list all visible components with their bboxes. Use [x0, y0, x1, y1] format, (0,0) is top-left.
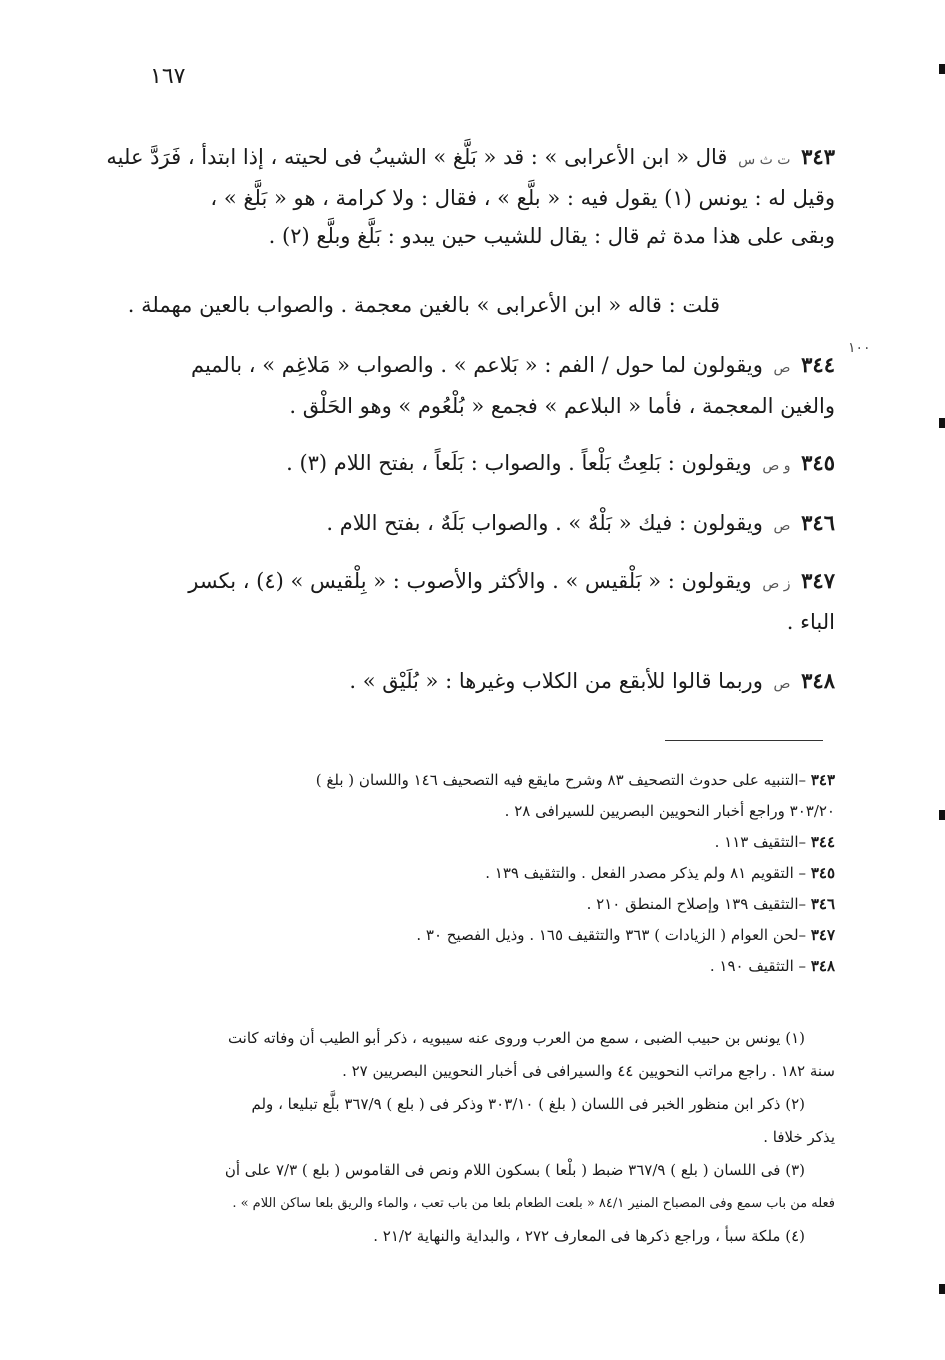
- source-note: [130, 827, 835, 858]
- footnote-line: يذكر خلافا .: [763, 1128, 835, 1146]
- entry-line: [130, 662, 835, 703]
- note-text: –التنبيه على حدوث التصحيف ٨٣ وشرح مايقع فيه التصحيف ١٤٦ واللسان ( بلغ ): [315, 771, 807, 789]
- scan-edge-mark: [939, 64, 945, 74]
- entry-number: ٣٤٥: [801, 450, 835, 475]
- entry-text: ويقولون : فيك « بَلْهٌ » . والصواب بَلَهٌ ، بفتح اللام .: [326, 511, 763, 535]
- entry-number: ٣٤٦: [801, 510, 835, 535]
- entry-text: قال « ابن الأعرابى » : قد « بَلَّغ » الشيبُ فى لحيته ، إذا ابتدأ ، فَرَدَّ عليه: [106, 145, 728, 169]
- footnote-line: (٣) فى اللسان ( بلع ) ٣٦٧/٩ ضبط ( بلْعا ) بسكون اللام ونص فى القاموس ( بلع ) ٧/٣ على أن: [224, 1161, 805, 1179]
- note-text: –لحن العوام ( الزيادات ) ٣٦٣ والتثقيف ١٦٥ . وذيل الفصيح ٣٠ .: [416, 926, 807, 944]
- note-number: ٣٤٨: [810, 957, 835, 975]
- entry-346: [130, 504, 835, 545]
- source-tag: ص: [773, 676, 791, 692]
- entry-line: [130, 562, 835, 603]
- source-note: [130, 889, 835, 920]
- entry-line: [130, 504, 835, 545]
- entry-number: ٣٤٧: [801, 568, 835, 593]
- footnote-line: فعله من باب سمع وفى المصباح المنير ٨٤/١ « بلعت الطعام بلعا من باب تعب ، والماء والريق بلعا ساكن اللام » .: [232, 1196, 835, 1211]
- entry-line: [130, 346, 835, 387]
- scan-edge-mark: [939, 1284, 945, 1294]
- entry-line: [130, 444, 835, 485]
- note-number: ٣٤٧: [810, 926, 835, 944]
- source-tag: ز ص: [762, 576, 791, 592]
- entry-line: قلت : قاله « ابن الأعرابى » بالغين معجمة . والصواب بالعين مهملة .: [127, 293, 720, 317]
- entry-text: ويقولون : بَلعِتُ بَلْعاً . والصواب : بَلَعاً ، بفتح اللام (٣) .: [286, 451, 752, 475]
- margin-note: ١٠٠: [848, 340, 871, 356]
- entry-line: وقيل له : يونس (١) يقول فيه : « بلَّع » ، فقال : ولا كرامة ، هو « بَلَّغ » ،: [210, 186, 835, 210]
- note-text: –التثقيف ١٣٩ وإصلاح المنطق ٢١٠ .: [586, 895, 807, 913]
- source-note: [130, 920, 835, 951]
- entry-text: ويقولون : « بَلْقيس » . والأكثر والأصوب : « بِلْقيس » (٤) ، بكسر: [188, 569, 752, 593]
- entry-number: ٣٤٨: [801, 668, 835, 693]
- note-number: ٣٤٥: [810, 864, 835, 882]
- note-number: ٣٤٤: [810, 833, 835, 851]
- entry-348: [130, 662, 835, 703]
- source-tag: و ص: [762, 458, 791, 474]
- entry-text: وربما قالوا للأبقع من الكلاب وغيرها : « بُلَيْق » .: [349, 669, 763, 693]
- note-text: –التثقيف ١١٣ .: [714, 833, 807, 851]
- entry-line: [106, 138, 835, 179]
- note-text: – التثقيف ١٩٠ .: [709, 957, 807, 975]
- source-tag: ص: [773, 360, 791, 376]
- note-number: ٣٤٣: [810, 771, 835, 789]
- separator-rule: [665, 740, 823, 741]
- footnote-line: (١) يونس بن حبيب الضبى ، سمع من العرب وروى عنه سيبويه ، ذكر أبو الطيب أن وفاته كانت: [227, 1029, 805, 1047]
- entry-number: ٣٤٣: [801, 144, 835, 169]
- entry-line: الباء .: [786, 610, 835, 634]
- footnote-line: (٢) ذكر ابن منظور الخبر فى اللسان ( بلغ ) ٣٠٣/١٠ وذكر فى ( بلع ) ٣٦٧/٩ بلَّع تبليعا ، ولم: [251, 1095, 805, 1113]
- footnote-line: (٤) ملكة سبأ ، وراجع ذكرها فى المعارف ٢٧٢ ، والبداية والنهاية ٢١/٢ .: [373, 1227, 805, 1245]
- source-tag: ص: [773, 518, 791, 534]
- footnotes: [130, 1022, 835, 1253]
- source-note-continuation: ٣٠٣/٢٠ وراجع أخبار النحويين البصريين للسيرافى ٢٨ .: [504, 802, 835, 820]
- note-number: ٣٤٦: [810, 895, 835, 913]
- entry-number: ٣٤٤: [801, 352, 835, 377]
- entry-line: والغين المعجمة ، فأما « البلاعم » فجمع « بُلْعُوم » وهو الحَلْق .: [289, 394, 835, 418]
- source-notes: [130, 765, 835, 982]
- comment-paragraph: [127, 286, 835, 324]
- footnote-line: سنة ١٨٢ . راجع مراتب النحويين ٤٤ والسيرافى فى أخبار النحويين البصريين ٢٧ .: [342, 1062, 835, 1080]
- entry-344: [130, 346, 835, 425]
- page-number: ١٦٧: [150, 64, 186, 89]
- entry-text: ويقولون لما حول / الفم : « بَلاعم » . والصواب « مَلاغِم » ، بالميم: [190, 353, 763, 377]
- source-note: [130, 951, 835, 982]
- scan-edge-mark: [939, 810, 945, 820]
- source-tag: ت ث س: [738, 152, 791, 168]
- entry-345: [130, 444, 835, 485]
- entry-line: وبقى على هذا مدة ثم قال : يقال للشيب حين يبدو : بَلَّغ وبلَّع (٢) .: [268, 224, 835, 248]
- scan-edge-mark: [939, 418, 945, 428]
- note-text: – التقويم ٨١ ولم يذكر مصدر الفعل . والتثقيف ١٣٩ .: [485, 864, 807, 882]
- source-note: [130, 858, 835, 889]
- source-note: [130, 765, 835, 796]
- entry-343: [106, 138, 835, 255]
- entry-347: [130, 562, 835, 641]
